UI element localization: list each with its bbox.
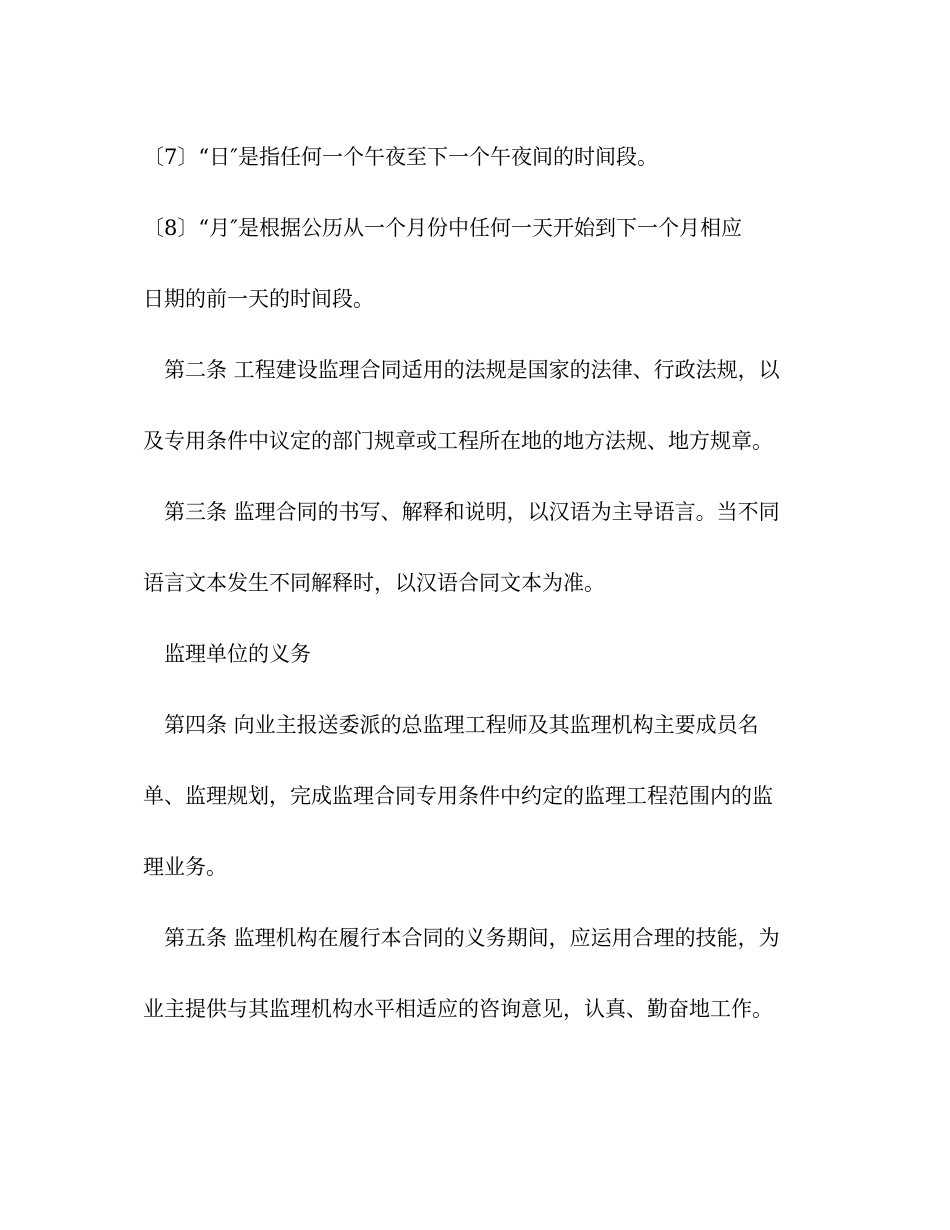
definition-month-line-1: 〔8〕“月″是根据公历从一个月份中任何一天开始到下一个月相应 <box>143 216 742 240</box>
article-2-line-1: 第二条 工程建设监理合同适用的法规是国家的法律、行政法规，以 <box>164 358 780 382</box>
article-5-line-1: 第五条 监理机构在履行本合同的义务期间，应运用合理的技能，为 <box>164 926 780 950</box>
article-3-line-2: 语言文本发生不同解释时，以汉语合同文本为准。 <box>143 571 605 595</box>
article-4-line-2: 单、监理规划，完成监理合同专用条件中约定的监理工程范围内的监 <box>143 784 773 808</box>
article-4-line-1: 第四条 向业主报送委派的总监理工程师及其监理机构主要成员名 <box>164 713 759 737</box>
section-heading: 监理单位的义务 <box>164 642 311 666</box>
definition-day: 〔7〕“日″是指任何一个午夜至下一个午夜间的时间段。 <box>143 145 658 169</box>
definition-month-line-2: 日期的前一天的时间段。 <box>143 287 374 311</box>
article-2-line-2: 及专用条件中议定的部门规章或工程所在地的地方法规、地方规章。 <box>143 429 773 453</box>
article-4-line-3: 理业务。 <box>143 855 227 879</box>
article-3-line-1: 第三条 监理合同的书写、解释和说明，以汉语为主导语言。当不同 <box>164 500 780 524</box>
article-5-line-2: 业主提供与其监理机构水平相适应的咨询意见，认真、勤奋地工作。 <box>143 997 773 1021</box>
